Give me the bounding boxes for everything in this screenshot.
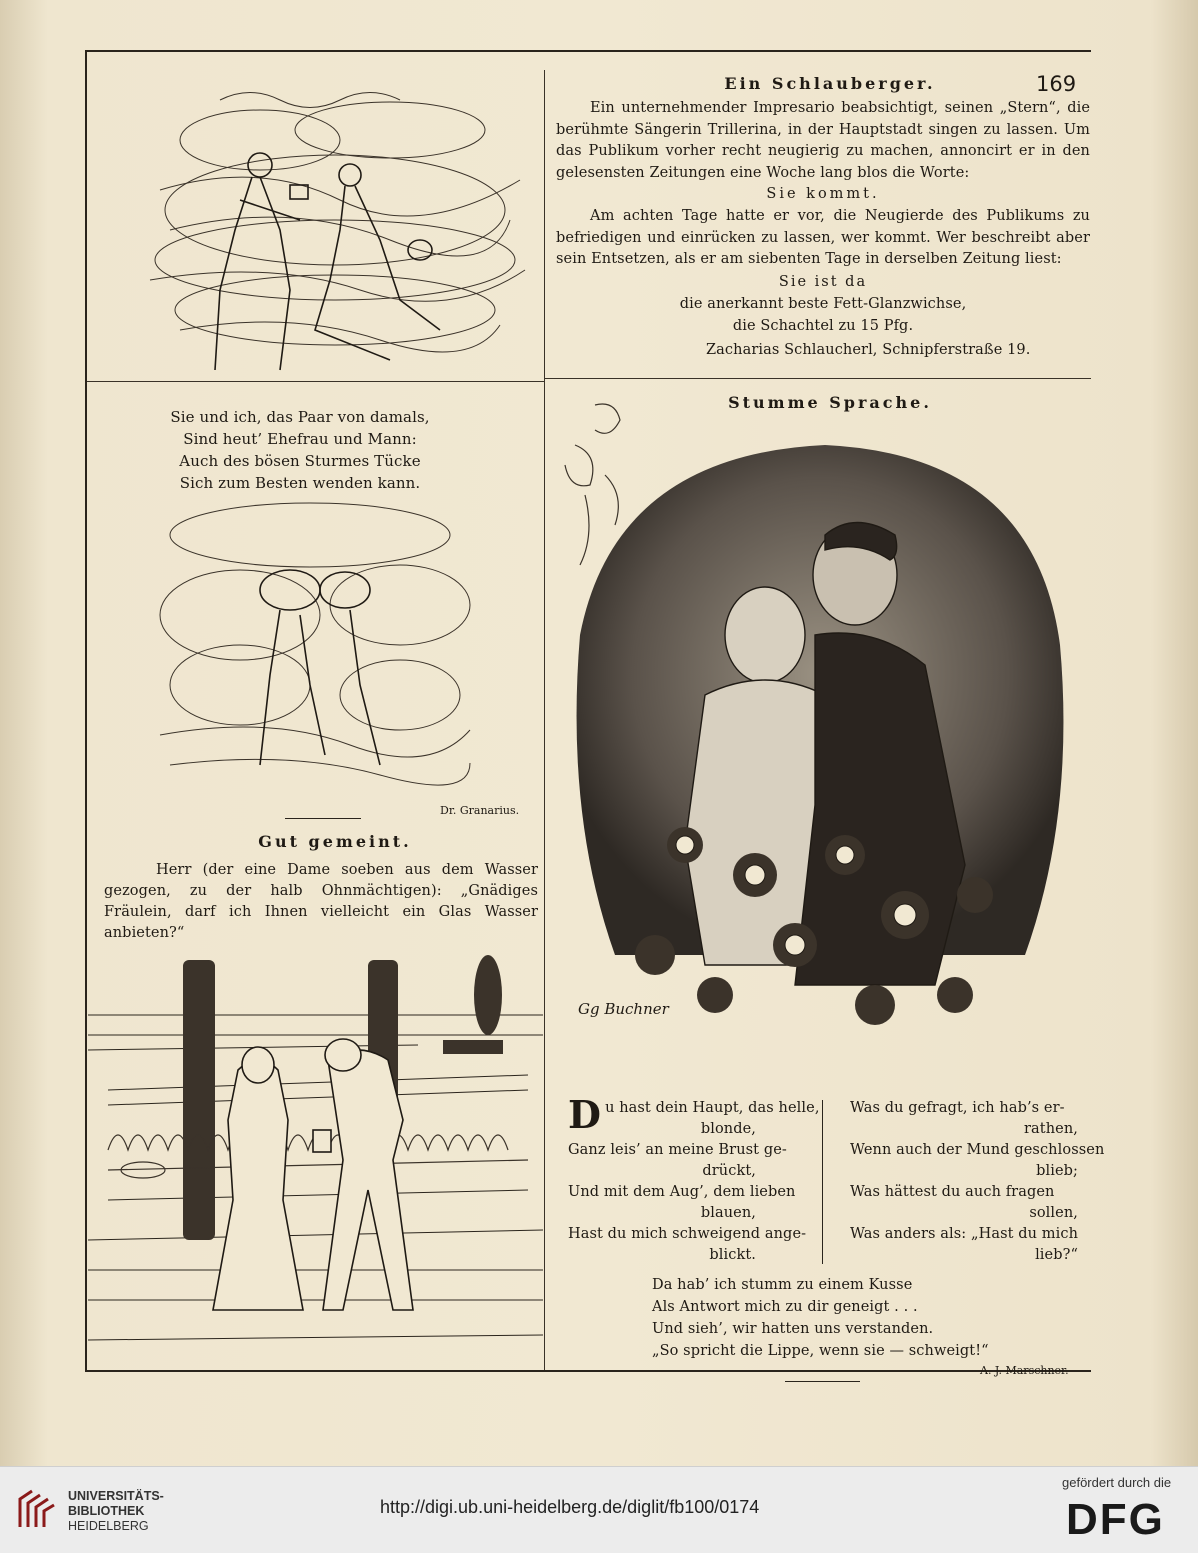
- illustration-credit: Dr. Granarius.: [440, 804, 520, 817]
- university-library-name: [68, 1489, 164, 1534]
- stumme-sprache-title: Stumme Sprache.: [728, 393, 932, 412]
- illustration-lakeside-scene: [88, 940, 543, 1370]
- poem-line: Ganz leis’ an meine Brust ge-: [568, 1142, 787, 1158]
- frame-top-rule: [85, 50, 1091, 52]
- gut-gemeint-title: Gut gemeint.: [258, 832, 412, 851]
- poem-line-continuation: blonde,: [700, 1121, 756, 1137]
- illustration-embracing-couple: [555, 395, 1085, 1075]
- poem-left-stanza: [568, 1092, 820, 1266]
- poem-line-continuation: rathen,: [1024, 1121, 1078, 1137]
- schlauberger-title: Ein Schlauberger.: [724, 74, 936, 93]
- closing-short-rule: [785, 1381, 860, 1382]
- column-divider: [544, 70, 545, 1370]
- poem-line: Und sieh’, wir hatten uns verstanden.: [652, 1321, 934, 1337]
- funding-label: gefördert durch die: [1062, 1475, 1172, 1490]
- ad-line-3: die Schachtel zu 15 Pfg.: [732, 318, 914, 334]
- poem-right-stanza: [850, 1098, 1105, 1266]
- schlauberger-paragraph-1: Ein unternehmender Impresario beabsichtigt, seinen „Stern“, die berühmte Sängerin Trillerina, in der Hauptstadt singen zu lassen. Um das Publikum vorher recht neugierig zu machen, annoncirt er in den gelesensten Zeitungen eine Woche lang blos die Worte:: [556, 100, 1090, 181]
- page-number: 169: [1036, 72, 1077, 96]
- library-name-line: UNIVERSITÄTS-: [68, 1489, 164, 1503]
- short-rule: [285, 818, 361, 819]
- illustration-windy-embrace: [150, 495, 480, 795]
- library-name-line: HEIDELBERG: [68, 1519, 149, 1533]
- digitization-footer: [0, 1466, 1198, 1553]
- poem-line: Wenn auch der Mund geschlossen: [850, 1142, 1105, 1158]
- permalink-url[interactable]: http://digi.ub.uni-heidelberg.de/diglit/fb100/0174: [380, 1497, 760, 1517]
- poem-line: Was du gefragt, ich hab’s er-: [850, 1100, 1065, 1116]
- poem-line: Was hättest du auch fragen: [850, 1184, 1055, 1200]
- illustration-windy-couple: [140, 80, 530, 390]
- gut-gemeint-body: Herr (der eine Dame soeben aus dem Wasser gezogen, zu der halb Ohnmächtigen): „Gnädiges Fräulein, darf ich Ihnen vielleicht ein Glas Wasser anbieten?“: [104, 862, 538, 941]
- poem-line-continuation: drückt,: [702, 1163, 756, 1179]
- poem-line-continuation: lieb?“: [1035, 1247, 1078, 1263]
- poem-line-continuation: sollen,: [1029, 1205, 1078, 1221]
- poem-line: Sich zum Besten wenden kann.: [179, 474, 421, 492]
- library-name-line: BIBLIOTHEK: [68, 1504, 145, 1518]
- illustration-signature: Gg Buchner: [578, 1000, 669, 1018]
- poem-line: Da hab’ ich stumm zu einem Kusse: [652, 1277, 913, 1293]
- poem-line-continuation: blauen,: [700, 1205, 756, 1221]
- poem-line: Auch des bösen Sturmes Tücke: [179, 452, 421, 470]
- poem-dropcap: D: [568, 1092, 602, 1137]
- poem-final-stanza: [652, 1274, 1012, 1362]
- dfg-logo: DFG: [1066, 1495, 1165, 1544]
- university-library-logo-icon: [16, 1487, 58, 1533]
- poem-line: Und mit dem Aug’, dem lieben: [568, 1184, 796, 1200]
- schlauberger-paragraph-2: Am achten Tage hatte er vor, die Neugierde des Publikums zu befriedigen und einrücken zu lassen, wer kommt. Wer beschreibt aber sein Entsetzen, als er am siebenten Tage in derselben Zeitung liest:: [556, 208, 1090, 267]
- poem-line: „So spricht die Lippe, wenn sie — schweigt!“: [652, 1343, 989, 1359]
- poem-line: Sind heut’ Ehefrau und Mann:: [183, 430, 417, 448]
- poem-line: u hast dein Haupt, das helle,: [605, 1100, 820, 1116]
- poem-stanza-divider: [822, 1100, 823, 1264]
- ad-line-4: Zacharias Schlaucherl, Schnipferstraße 19.: [706, 342, 1031, 358]
- poem-line: Als Antwort mich zu dir geneigt . . .: [652, 1299, 918, 1315]
- couple-poem: [150, 406, 450, 494]
- schlauberger-line-kommt: Sie kommt.: [766, 186, 880, 202]
- poem-line: Hast du mich schweigend ange-: [568, 1226, 807, 1242]
- poem-line-continuation: blickt.: [709, 1247, 756, 1263]
- ad-line-2: die anerkannt beste Fett-Glanzwichse,: [679, 296, 967, 312]
- right-section-rule: [545, 378, 1091, 379]
- poem-line: Sie und ich, das Paar von damals,: [170, 408, 430, 426]
- poem-author: A. J. Marschner.: [980, 1364, 1069, 1377]
- ad-line-1: Sie ist da: [778, 274, 868, 290]
- poem-line: Was anders als: „Hast du mich: [850, 1226, 1079, 1242]
- poem-line-continuation: blieb;: [1036, 1163, 1078, 1179]
- frame-left-rule: [85, 50, 87, 1372]
- frame-bottom-rule: [85, 1370, 1091, 1372]
